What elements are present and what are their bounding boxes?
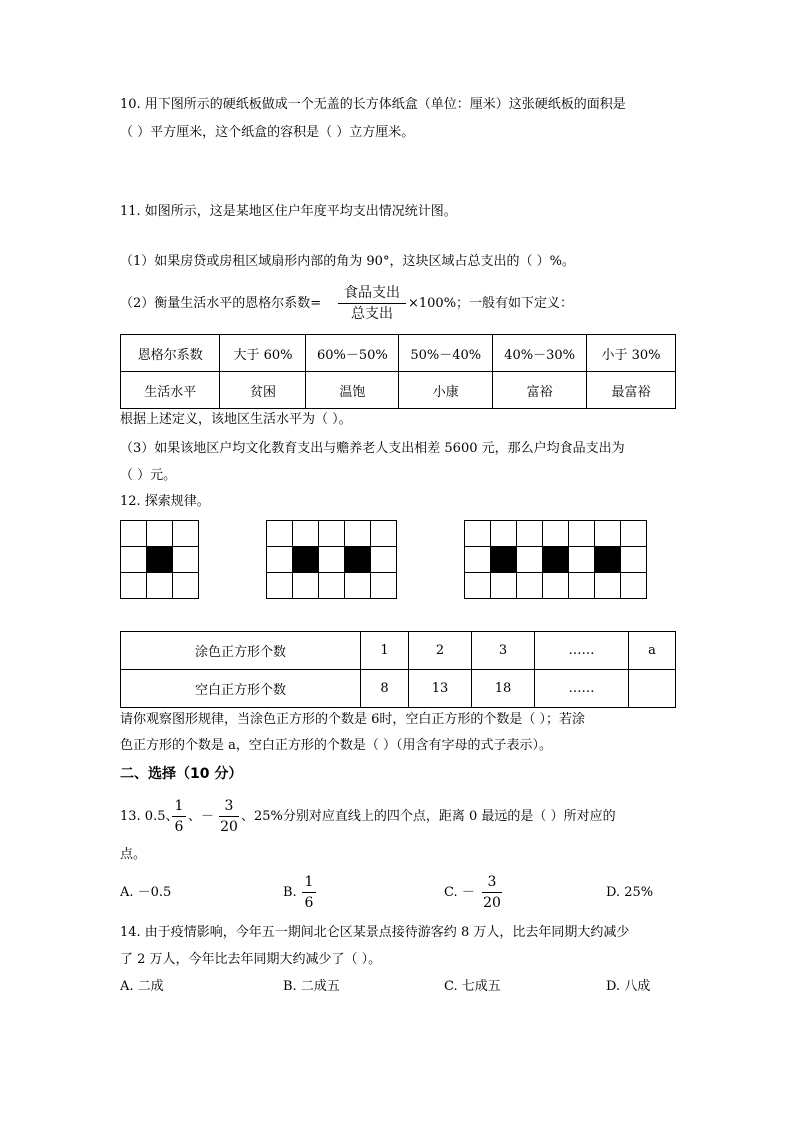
table-cell: 富裕	[493, 372, 587, 409]
q11-part1: （1）如果房贷或房租区域扇形内部的角为 90°，这块区域占总支出的（ ）%。	[120, 254, 575, 269]
table-cell: 温饱	[306, 372, 399, 409]
q13-suffix: 、25%分别对应直线上的四个点，距离 0 最远的是（ ）所对应的	[241, 809, 616, 824]
q13-option-c-fraction	[482, 873, 502, 912]
table-cell: 空白正方形个数	[121, 670, 361, 708]
table-cell: 生活水平	[121, 372, 220, 409]
engel-numerator: 食品支出	[344, 285, 400, 301]
q10-line2: （ ）平方厘米，这个纸盒的容积是（ ）立方厘米。	[120, 125, 415, 140]
fraction-denominator: 20	[483, 895, 501, 911]
engel-table	[120, 334, 676, 409]
pattern-2	[266, 520, 397, 599]
table-cell: 50%－40%	[399, 335, 493, 372]
q14-option-c[interactable]: C. 七成五	[444, 979, 501, 994]
fraction-numerator: 1	[174, 798, 184, 814]
table-cell: 8	[361, 670, 409, 708]
pattern-table-row	[121, 670, 676, 708]
engel-table-row	[121, 372, 676, 409]
q13-separator: 、－	[188, 809, 215, 824]
shaded-square	[345, 547, 371, 573]
table-cell: 40%－30%	[493, 335, 587, 372]
table-cell: 贫困	[220, 372, 306, 409]
shaded-square	[147, 547, 173, 573]
shaded-square	[543, 547, 569, 573]
table-cell: 3	[472, 632, 535, 670]
pattern-table	[120, 631, 676, 708]
table-cell	[629, 670, 676, 708]
q13-option-d[interactable]: D. 25%	[606, 885, 654, 900]
q11-part2-suffix: ×100%；一般有如下定义：	[408, 296, 574, 311]
section-title: 二、选择（10 分）	[120, 766, 243, 782]
fraction-denominator: 20	[220, 819, 238, 835]
table-cell: a	[629, 632, 676, 670]
table-cell: ……	[535, 632, 629, 670]
q13-option-a[interactable]: A. －0.5	[120, 885, 172, 900]
q11-part3-line1: （3）如果该地区户均文化教育支出与赡养老人支出相差 5600 元，那么户均食品支出为	[120, 441, 625, 456]
q13-option-b-label[interactable]: B.	[283, 885, 297, 900]
q13-prefix: 13. 0.5、	[120, 809, 179, 824]
q11-part3-line2: （ ）元。	[120, 468, 177, 483]
pattern-1	[120, 520, 199, 599]
fraction-denominator: 6	[174, 819, 184, 835]
q12-line1: 请你观察图形规律，当涂色正方形的个数是 6时，空白正方形的个数是（ ）；若涂	[120, 712, 586, 727]
table-cell: 涂色正方形个数	[121, 632, 361, 670]
q13-option-c-label[interactable]: C. －	[444, 885, 475, 900]
table-cell: 1	[361, 632, 409, 670]
table-cell: 2	[409, 632, 472, 670]
q13-fraction-1	[172, 797, 186, 836]
q14-line2: 了 2 万人，今年比去年同期大约减少了（ ）。	[120, 952, 382, 967]
q13-option-b-fraction	[302, 873, 316, 912]
shaded-square	[293, 547, 319, 573]
table-cell: 恩格尔系数	[121, 335, 220, 372]
q14-option-b[interactable]: B. 二成五	[283, 979, 340, 994]
q13-fraction-2	[219, 797, 239, 836]
shaded-square	[595, 547, 621, 573]
q14-line1: 14. 由于疫情影响，今年五一期间北仑区某景点接待游客约 8 万人，比去年同期大约减少	[120, 925, 630, 940]
fraction-numerator: 1	[304, 874, 314, 890]
q11-intro: 11. 如图所示，这是某地区住户年度平均支出情况统计图。	[120, 204, 457, 219]
table-cell: 小于 30%	[587, 335, 676, 372]
table-cell: 最富裕	[587, 372, 676, 409]
shaded-square	[491, 547, 517, 573]
table-cell: 60%－50%	[306, 335, 399, 372]
engel-table-row	[121, 335, 676, 372]
q12-intro: 12. 探索规律。	[120, 494, 210, 509]
engel-fraction	[338, 284, 406, 323]
table-cell: 大于 60%	[220, 335, 306, 372]
table-cell: 13	[409, 670, 472, 708]
table-cell: ……	[535, 670, 629, 708]
engel-denominator: 总支出	[351, 306, 393, 322]
q14-option-d[interactable]: D. 八成	[606, 979, 651, 994]
q14-option-a[interactable]: A. 二成	[120, 979, 164, 994]
q11-after-table: 根据上述定义，该地区生活水平为（ ）。	[120, 412, 352, 427]
q10-line1: 10. 用下图所示的硬纸板做成一个无盖的长方体纸盒（单位：厘米）这张硬纸板的面积是	[120, 97, 626, 112]
pattern-3	[464, 520, 647, 599]
fraction-denominator: 6	[304, 895, 314, 911]
q13-line2: 点。	[120, 847, 147, 862]
table-cell: 18	[472, 670, 535, 708]
q12-line2: 色正方形的个数是 a，空白正方形的个数是（ ）（用含有字母的式子表示）。	[120, 738, 553, 753]
table-cell: 小康	[399, 372, 493, 409]
pattern-table-row	[121, 632, 676, 670]
fraction-numerator: 3	[224, 798, 234, 814]
q11-part2-prefix: （2）衡量生活水平的恩格尔系数=	[120, 296, 322, 311]
fraction-numerator: 3	[487, 874, 497, 890]
